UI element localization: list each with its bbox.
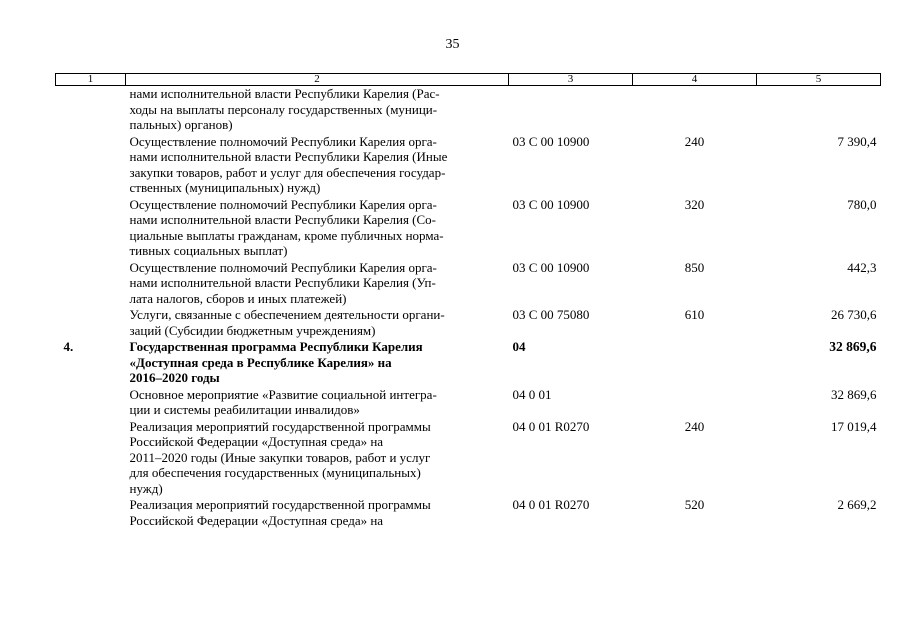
description-line: тивных социальных выплат) xyxy=(129,243,288,258)
row-expense-type: 610 xyxy=(684,307,705,322)
row-expense-type xyxy=(633,339,757,387)
row-number xyxy=(56,197,126,260)
description-line: циальные выплаты гражданам, кроме публичных норма- xyxy=(129,227,444,243)
row-number xyxy=(56,86,126,134)
description-line: нами исполнительной власти Республики Карелия (Рас- xyxy=(129,86,440,101)
table-header xyxy=(56,74,881,86)
row-code: 03 С 00 10900 xyxy=(512,133,590,149)
table-body xyxy=(56,86,881,530)
row-expense-type: 320 xyxy=(684,196,705,212)
row-sum: 780,0 xyxy=(847,196,877,212)
row-code: 04 0 01 R0270 xyxy=(512,497,590,512)
row-sum xyxy=(757,86,881,134)
description-line: Реализация мероприятий государственной программы xyxy=(129,497,431,512)
row-code: 04 0 01 xyxy=(512,386,552,402)
description-line: ции и системы реабилитации инвалидов» xyxy=(129,402,360,417)
row-number xyxy=(56,307,126,339)
description-line: Государственная программа Республики Карелия xyxy=(129,339,423,354)
row-number: 4. xyxy=(63,339,74,354)
table-row xyxy=(56,497,881,529)
table-row xyxy=(56,387,881,419)
row-expense-type: 240 xyxy=(684,418,705,434)
table-row xyxy=(56,197,881,260)
description-line: ходы на выплаты персоналу государственных (муници- xyxy=(129,101,438,117)
row-code xyxy=(509,86,633,134)
budget-table xyxy=(55,73,881,529)
row-expense-type: 850 xyxy=(684,259,705,275)
row-code: 04 0 01 R0270 xyxy=(512,418,590,434)
description-line: нами исполнительной власти Республики Карелия (Со- xyxy=(129,212,436,227)
row-sum: 442,3 xyxy=(847,259,877,275)
description-line: Услуги, связанные с обеспечением деятельности органи- xyxy=(129,307,445,322)
table-row xyxy=(56,307,881,339)
description-line: 2011–2020 годы (Иные закупки товаров, работ и услуг xyxy=(129,449,431,465)
row-sum: 7 390,4 xyxy=(837,133,877,149)
row-sum: 26 730,6 xyxy=(831,307,877,322)
column-header-3: 3 xyxy=(509,74,633,86)
description-line: заций (Субсидии бюджетным учреждениям) xyxy=(129,322,376,338)
description-line: Осуществление полномочий Республики Карелия орга- xyxy=(129,133,437,149)
description-line: Осуществление полномочий Республики Карелия орга- xyxy=(129,196,437,212)
row-sum: 17 019,4 xyxy=(831,418,877,434)
row-number xyxy=(56,134,126,197)
column-header-5: 5 xyxy=(757,74,881,86)
description-line: пальных) органов) xyxy=(129,117,233,132)
row-description xyxy=(126,260,509,308)
row-code: 03 С 00 75080 xyxy=(512,307,590,322)
row-code: 03 С 00 10900 xyxy=(512,259,590,275)
row-description xyxy=(126,387,509,419)
row-description xyxy=(126,307,509,339)
description-line: ственных (муниципальных) нужд) xyxy=(129,180,321,195)
row-expense-type xyxy=(633,387,757,419)
description-line: Реализация мероприятий государственной программы xyxy=(129,418,431,434)
description-line: закупки товаров, работ и услуг для обеспечения государ- xyxy=(129,164,446,180)
description-line: Осуществление полномочий Республики Карелия орга- xyxy=(129,259,437,275)
column-header-2: 2 xyxy=(126,74,509,86)
row-description xyxy=(126,197,509,260)
column-header-4: 4 xyxy=(633,74,757,86)
row-code: 03 С 00 10900 xyxy=(512,196,590,212)
table-row xyxy=(56,260,881,308)
description-line: «Доступная среда в Республике Карелия» на xyxy=(129,354,392,370)
row-number xyxy=(56,260,126,308)
row-sum: 32 869,6 xyxy=(829,339,877,354)
description-line: для обеспечения государственных (муниципальных) xyxy=(129,465,421,480)
row-code: 04 xyxy=(512,339,526,354)
row-number xyxy=(56,387,126,419)
row-expense-type: 520 xyxy=(684,497,705,512)
description-line: Российской Федерации «Доступная среда» на xyxy=(129,434,384,449)
row-description xyxy=(126,134,509,197)
description-line: Российской Федерации «Доступная среда» на xyxy=(129,512,384,528)
description-line: лата налогов, сборов и иных платежей) xyxy=(129,290,347,306)
row-sum: 2 669,2 xyxy=(837,497,877,512)
table-row xyxy=(56,419,881,498)
row-description xyxy=(126,339,509,387)
description-line: нами исполнительной власти Республики Карелия (Иные xyxy=(129,149,448,164)
row-description xyxy=(126,419,509,498)
row-sum: 32 869,6 xyxy=(831,386,877,402)
page-number: 35 xyxy=(445,37,460,52)
row-expense-type xyxy=(633,86,757,134)
table-row xyxy=(56,86,881,134)
table-row xyxy=(56,134,881,197)
row-number xyxy=(56,419,126,498)
column-header-1: 1 xyxy=(56,74,126,86)
description-line: нами исполнительной власти Республики Карелия (Уп- xyxy=(129,275,436,290)
header-row xyxy=(56,74,881,86)
row-description xyxy=(126,86,509,134)
description-line: 2016–2020 годы xyxy=(129,370,220,385)
description-line: Основное мероприятие «Развитие социальной интегра- xyxy=(129,386,437,402)
row-description xyxy=(126,497,509,529)
description-line: нужд) xyxy=(129,480,163,496)
table-row xyxy=(56,339,881,387)
row-expense-type: 240 xyxy=(684,133,705,149)
row-number xyxy=(56,497,126,529)
